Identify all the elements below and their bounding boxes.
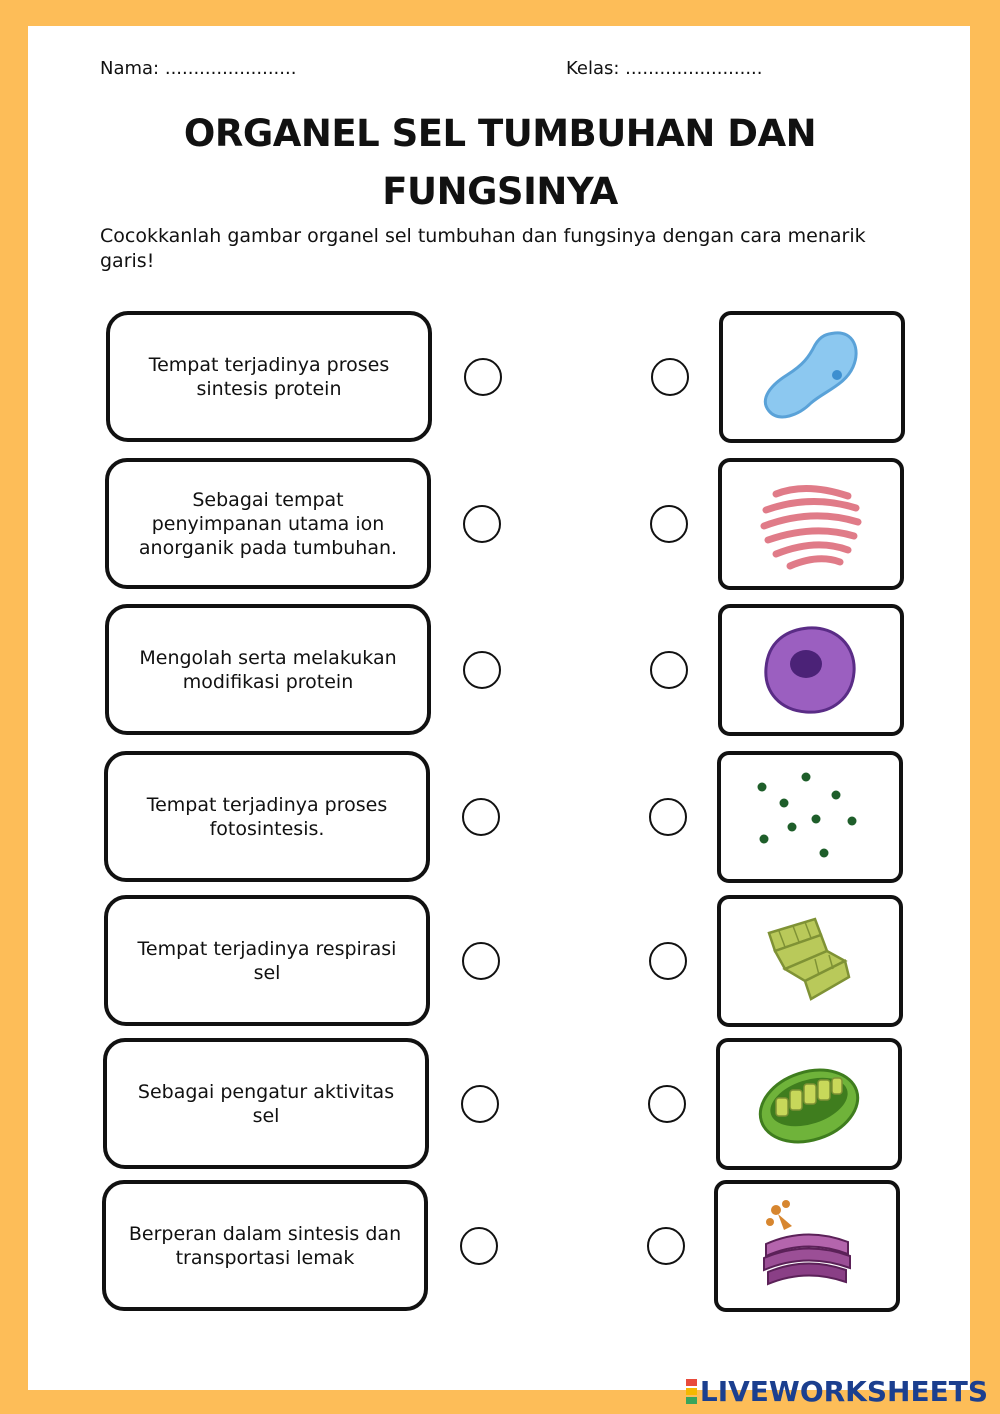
- right-match-dot-1[interactable]: [651, 358, 689, 396]
- mitochondria-icon: [755, 911, 865, 1011]
- vacuole-icon: [757, 327, 867, 427]
- function-box-1: [106, 311, 432, 442]
- liveworksheets-mark-icon: [686, 1378, 697, 1405]
- left-match-dot-4[interactable]: [462, 798, 500, 836]
- right-match-dot-5[interactable]: [649, 942, 687, 980]
- right-match-dot-7[interactable]: [647, 1227, 685, 1265]
- organelle-box-2: [718, 458, 904, 590]
- instruction-text: Cocokkanlah gambar organel sel tumbuhan dan fungsinya dengan cara menarik garis!: [100, 225, 866, 272]
- golgi-apparatus-icon: [752, 1196, 862, 1296]
- function-text: Tempat terjadinya proses fotosintesis.: [146, 793, 388, 840]
- function-text: Berperan dalam sintesis dan transportasi lemak: [128, 1222, 402, 1269]
- function-text: Tempat terjadinya respirasi sel: [137, 937, 397, 984]
- nucleus-icon: [756, 620, 866, 720]
- function-box-7: [102, 1180, 428, 1311]
- left-match-dot-1[interactable]: [464, 358, 502, 396]
- left-match-dot-6[interactable]: [461, 1085, 499, 1123]
- organelle-box-1: [719, 311, 905, 443]
- organelle-box-3: [718, 604, 904, 736]
- liveworksheets-logo: [686, 1375, 988, 1408]
- ribosome-icon: [750, 767, 870, 867]
- organelle-box-7: [714, 1180, 900, 1312]
- organelle-box-5: [717, 895, 903, 1027]
- right-match-dot-2[interactable]: [650, 505, 688, 543]
- right-match-dot-6[interactable]: [648, 1085, 686, 1123]
- name-field[interactable]: Nama: .......................: [100, 58, 297, 79]
- function-box-5: [104, 895, 430, 1026]
- function-text: Sebagai tempat penyimpanan utama ion anorganik pada tumbuhan.: [138, 488, 398, 559]
- left-match-dot-3[interactable]: [463, 651, 501, 689]
- right-match-dot-4[interactable]: [649, 798, 687, 836]
- chloroplast-icon: [754, 1054, 864, 1154]
- organelle-box-6: [716, 1038, 902, 1170]
- endoplasmic-reticulum-icon: [756, 474, 866, 574]
- right-match-dot-3[interactable]: [650, 651, 688, 689]
- page-title-line-2: FUNGSINYA: [382, 170, 618, 213]
- function-text: Mengolah serta melakukan modifikasi protein: [139, 646, 397, 693]
- function-box-6: [103, 1038, 429, 1169]
- organelle-box-4: [717, 751, 903, 883]
- function-box-2: [105, 458, 431, 589]
- function-box-4: [104, 751, 430, 882]
- function-text: Tempat terjadinya proses sintesis protein: [148, 353, 390, 400]
- left-match-dot-2[interactable]: [463, 505, 501, 543]
- function-box-3: [105, 604, 431, 735]
- class-field[interactable]: Kelas: ........................: [566, 58, 763, 79]
- page-title: ORGANEL SEL TUMBUHAN DAN: [183, 112, 817, 155]
- left-match-dot-7[interactable]: [460, 1227, 498, 1265]
- function-text: Sebagai pengatur aktivitas sel: [137, 1080, 395, 1127]
- brand-name: LIVEWORKSHEETS: [699, 1375, 988, 1408]
- left-match-dot-5[interactable]: [462, 942, 500, 980]
